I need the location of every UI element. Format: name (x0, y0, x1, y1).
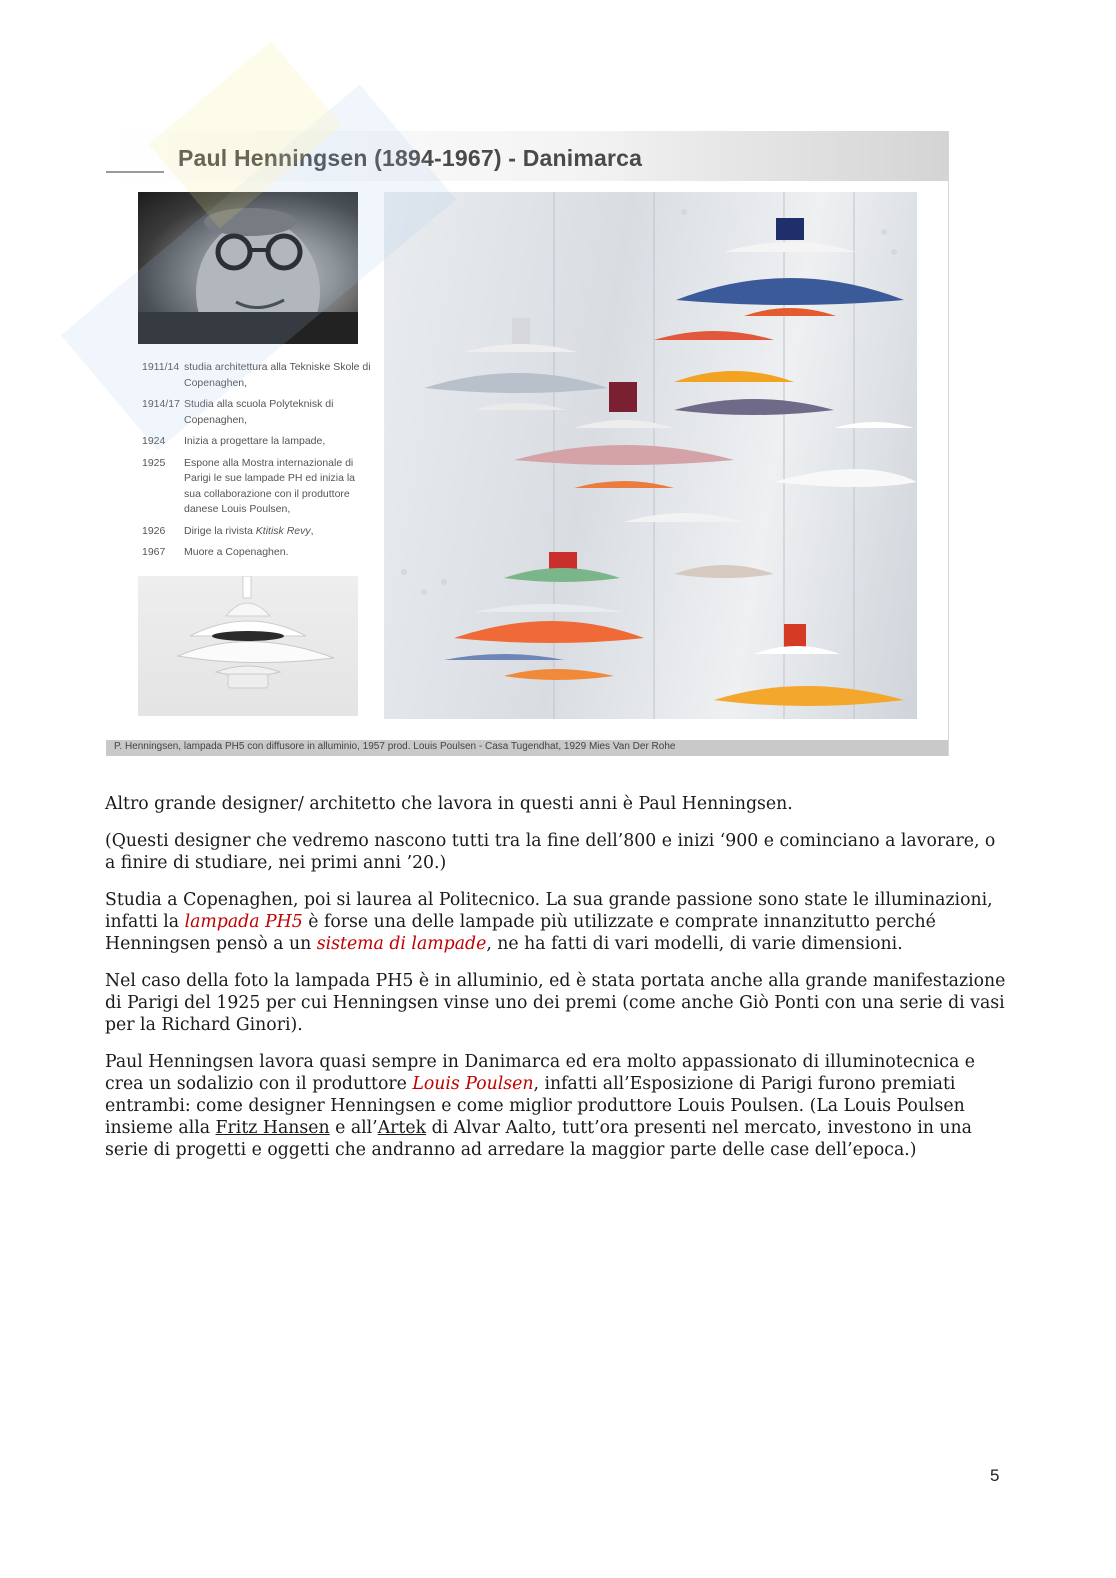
timeline-year: 1925 (142, 456, 166, 469)
paragraph: Altro grande designer/ architetto che lavora in questi anni è Paul Henningsen. (105, 794, 793, 814)
paragraph-text: di Alvar Aalto, tutt’ora presenti nel mercato, investono in una serie di progetti e oggetti che andranno ad arredare la maggior parte delle case dell’epoca.) (105, 1118, 972, 1160)
highlight-ph5-lamp: lampada PH5 (184, 912, 303, 932)
timeline-year: 1911/14 (142, 361, 180, 373)
ph5-lamp-illustration (138, 576, 358, 716)
timeline-text (184, 524, 372, 540)
timeline-entry (142, 545, 372, 561)
timeline-text: studia architettura alla Tekniske Skole di Copenaghen, (184, 361, 371, 389)
timeline-entry (142, 434, 372, 450)
paragraph (105, 889, 1010, 955)
paragraph: Nel caso della foto la lampada PH5 è in alluminio, ed è stata portata anche alla grande manifestazione di Parigi del 1925 per cui Henningsen vinse uno dei premi (come anche Giò Ponti con una serie di vasi per la Richard Ginori). (105, 971, 1006, 1035)
timeline-entry (142, 456, 372, 518)
slide-title: Paul Henningsen (1894-1967) - Danimarca (178, 145, 643, 171)
timeline-text: Muore a Copenaghen. (184, 546, 289, 558)
timeline-entry (142, 524, 372, 540)
paragraph-text: , infatti all’Esposizione di Parigi furono premiati entrambi: come designer Henningsen e come miglior produttore Louis Poulsen. (La Louis Poulsen insieme alla (105, 1074, 965, 1138)
header-rule (106, 171, 164, 173)
slide-caption: P. Henningsen, lampada PH5 con diffusore in alluminio, 1957 prod. Louis Poulsen - Casa Tugendhat, 1929 Mies Van Der Rohe (114, 741, 676, 752)
paragraph-text: , ne ha fatti di vari modelli, di varie dimensioni. (486, 934, 903, 954)
lamps-illustration (384, 192, 917, 719)
paragraph-text: è forse una delle lampade più utilizzate e comprate innanzitutto perché Henningsen pensò a un (105, 912, 936, 954)
timeline-text-part: Dirige la rivista (184, 524, 256, 537)
timeline-year: 1914/17 (142, 398, 180, 410)
slide-image (106, 131, 949, 756)
timeline-year: 1926 (142, 524, 166, 537)
highlight-louis-poulsen: Louis Poulsen (412, 1074, 534, 1094)
timeline-text: Inizia a progettare la lampade, (184, 435, 326, 447)
timeline (142, 360, 372, 567)
timeline-entry (142, 360, 372, 391)
highlight-lamp-system: sistema di lampade (316, 934, 487, 954)
ph5-lamp-photo (138, 576, 358, 716)
portrait-illustration (138, 192, 358, 344)
fritz-hansen-link[interactable]: Fritz Hansen (215, 1118, 330, 1138)
paragraph-text: Studia a Copenaghen, poi si laurea al Politecnico. La sua grande passione sono state le illuminazioni, infatti la (105, 890, 993, 932)
magazine-title: Ktitisk Revy (255, 524, 311, 537)
slide-caption-bar (106, 740, 948, 756)
paragraph-text: e all’ (329, 1118, 378, 1138)
slide-header (106, 131, 948, 181)
body-text (105, 793, 1010, 1176)
timeline-year: 1967 (142, 546, 166, 558)
colored-lamps-photo (384, 192, 917, 719)
timeline-entry (142, 397, 372, 428)
page-number: 5 (990, 1466, 1000, 1485)
timeline-text: Studia alla scuola Polyteknisk di Copenaghen, (184, 398, 334, 426)
artek-link[interactable]: Artek (377, 1118, 427, 1138)
timeline-year: 1924 (142, 435, 166, 447)
timeline-text: Espone alla Mostra internazionale di Parigi le sue lampade PH ed inizia la sua collaborazione con il produttore danese Louis Poulsen, (184, 456, 356, 515)
timeline-text-part: , (310, 524, 314, 537)
paragraph (105, 1051, 1010, 1161)
paragraph: (Questi designer che vedremo nascono tutti tra la fine dell’800 e inizi ‘900 e cominciano a lavorare, o a finire di studiare, nei primi anni ’20.) (105, 831, 996, 873)
paragraph-text: Paul Henningsen lavora quasi sempre in Danimarca ed era molto appassionato di illuminotecnica e crea un sodalizio con il produttore (105, 1052, 976, 1094)
portrait-photo (138, 192, 358, 344)
